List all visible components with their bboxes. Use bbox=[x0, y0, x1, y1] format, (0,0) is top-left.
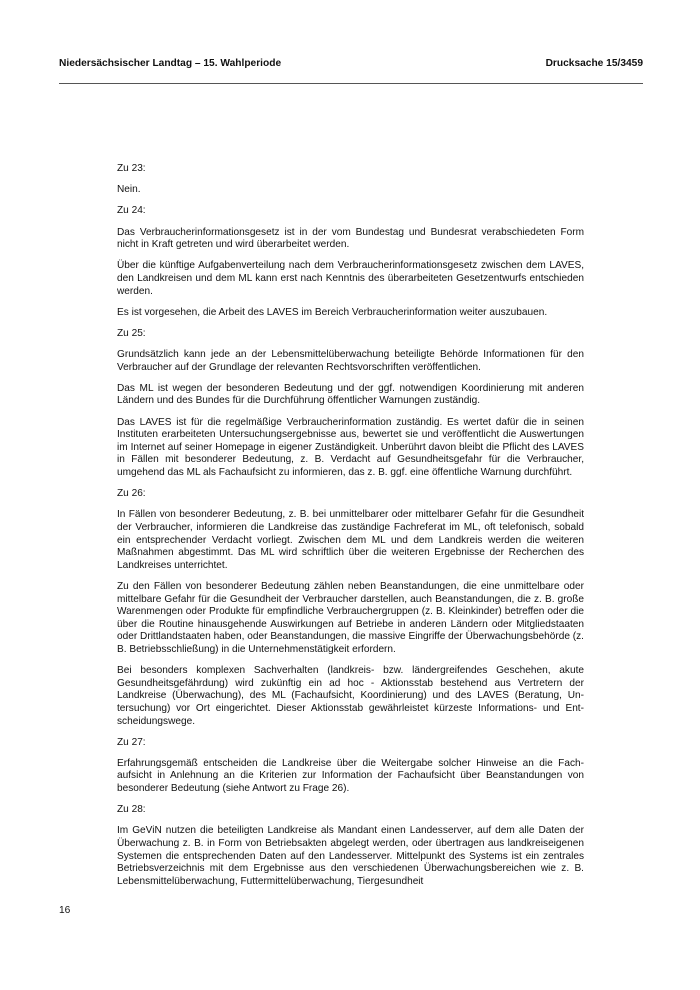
answer-paragraph: Zu den Fällen von besonderer Bedeutung zählen neben Beanstandungen, die eine unmittelbare oder mittelbare Gefahr für die Gesundheit der Verbraucher darstellen, auch Beanstandungen, die z. B. große Warenmengen oder Produkte für empfindliche Verbrauchergruppen (z. B. Kleinkinder) betreffen oder die über die Routine hinausgehende Auswirkungen auf Betriebe in anderen Ländern oder Mitgliedstaaten oder Drittlandstaaten haben, oder Beanstandungen, die massive Eingriffe der Überwachungsbehörde (z. B. Betriebsschließung) in die Unternehmenstätigkeit erfordern. bbox=[117, 580, 584, 655]
question-heading-23: Zu 23: bbox=[117, 163, 146, 174]
answer-paragraph: Das Verbraucherinformationsgesetz ist in der vom Bundestag und Bundesrat verabschiedeten Form nicht in Kraft getreten und wird überarbeitet werden. bbox=[117, 226, 584, 251]
answer-paragraph: Im GeViN nutzen die beteiligten Landkreise als Mandant einen Landesserver, auf dem alle Daten der Überwachung z. B. in Form von Betriebsakten abgelegt werden, oder übertragen aus landkreiseigenen Systemen die entsprechenden Daten auf den Landesserver. Mittelpunkt des Systems ist ein zentrales Betriebsverzeichnis mit dem Ergebnisse aus den verschiedenen Überwachungsbereichen wie z. B. Lebensmittelüberwachung, Futtermittelüberwachung, Tiergesundheit bbox=[117, 825, 584, 887]
header-document-number: Drucksache 15/3459 bbox=[545, 58, 643, 69]
question-heading-26: Zu 26: bbox=[117, 488, 146, 500]
answer-paragraph: Das ML ist wegen der besonderen Bedeutung und der ggf. notwendigen Koordinierung mit anderen Ländern und des Bundes für die Durchführung öffentlicher Warnungen zuständig. bbox=[117, 382, 584, 407]
answer-paragraph: Nein. bbox=[117, 184, 141, 196]
question-heading-28: Zu 28: bbox=[117, 804, 146, 816]
question-heading-25: Zu 25: bbox=[117, 327, 146, 339]
answer-paragraph: In Fällen von besonderer Bedeutung, z. B. bei unmittelbarer oder mittelbarer Gefahr für die Gesundheit der Verbraucher, informieren die Landkreise das zuständige Fachreferat im ML, oft telefonisch, sobald ein entsprechender Verdacht vorliegt. Zwischen dem ML und dem Landkreis werden die weiteren Maßnahmen abgestimmt. Das ML wird schriftlich über die weiteren Ergebnisse der Recherchen des Landkreises unterrichtet. bbox=[117, 509, 584, 571]
question-heading-24: Zu 24: bbox=[117, 205, 146, 217]
answer-paragraph: Erfahrungsgemäß entscheiden die Landkreise über die Weitergabe solcher Hinweise an die Fachaufsicht in Anlehnung an die Kriterien zur Information der Fachaufsicht über Beanstandungen von besonderer Bedeutung (siehe Antwort zu Frage 26). bbox=[117, 757, 584, 795]
page-header bbox=[59, 57, 643, 71]
header-divider bbox=[59, 83, 643, 84]
answer-paragraph: Über die künftige Aufgabenverteilung nach dem Verbraucherinformationsgesetz zwischen dem LAVES, den Landkreisen und dem ML kann erst nach Kenntnis des überarbeiteten Gesetzentwurfs entschieden werden. bbox=[117, 260, 584, 297]
answer-paragraph: Grundsätzlich kann jede an der Lebensmittelüberwachung beteiligte Behörde Informationen für den Verbraucher auf der Grundlage der relevanten Rechtsvorschriften veröffentlichen. bbox=[117, 349, 584, 373]
answer-paragraph: Es ist vorgesehen, die Arbeit des LAVES im Bereich Verbraucherinformation weiter auszubauen. bbox=[117, 306, 548, 318]
answer-paragraph: Das LAVES ist für die regelmäßige Verbraucherinformation zuständig. Es wertet dafür die in seinen Instituten erarbeiteten Untersuchungsergebnisse aus, bewertet sie und veröffentlicht die Auswertungen im Internet auf seiner Homepage in eigener Zuständigkeit. Unberührt davon bleibt die Pflicht des LAVES in Fällen mit besonderer Bedeutung, z. B. Verdacht auf Gesundheitsgefahr für die Verbraucher, umgehend das ML als Fachaufsicht zu informieren, das z. B. ggf. eine öffentliche Warnung durchführt. bbox=[117, 416, 584, 479]
question-heading-27: Zu 27: bbox=[117, 736, 146, 748]
header-parliament-title: Niedersächsischer Landtag – 15. Wahlperiode bbox=[59, 58, 282, 69]
page-number: 16 bbox=[59, 905, 71, 916]
answer-paragraph: Bei besonders komplexen Sachverhalten (landkreis- bzw. ländergreifendes Geschehen, akute Gesundheitsgefährdung) wird zukünftig ein ad hoc - Aktionsstab bestehend aus Vertretern der Landkreise (Überwachung), des ML (Fachaufsicht, Koordinierung) und des LAVES (Beratung, Untersuchung) vor Ort eingerichtet. Dieser Aktionsstab gewährleistet kürzeste Informations- und Entscheidungswege. bbox=[117, 665, 584, 727]
document-body bbox=[117, 163, 584, 897]
